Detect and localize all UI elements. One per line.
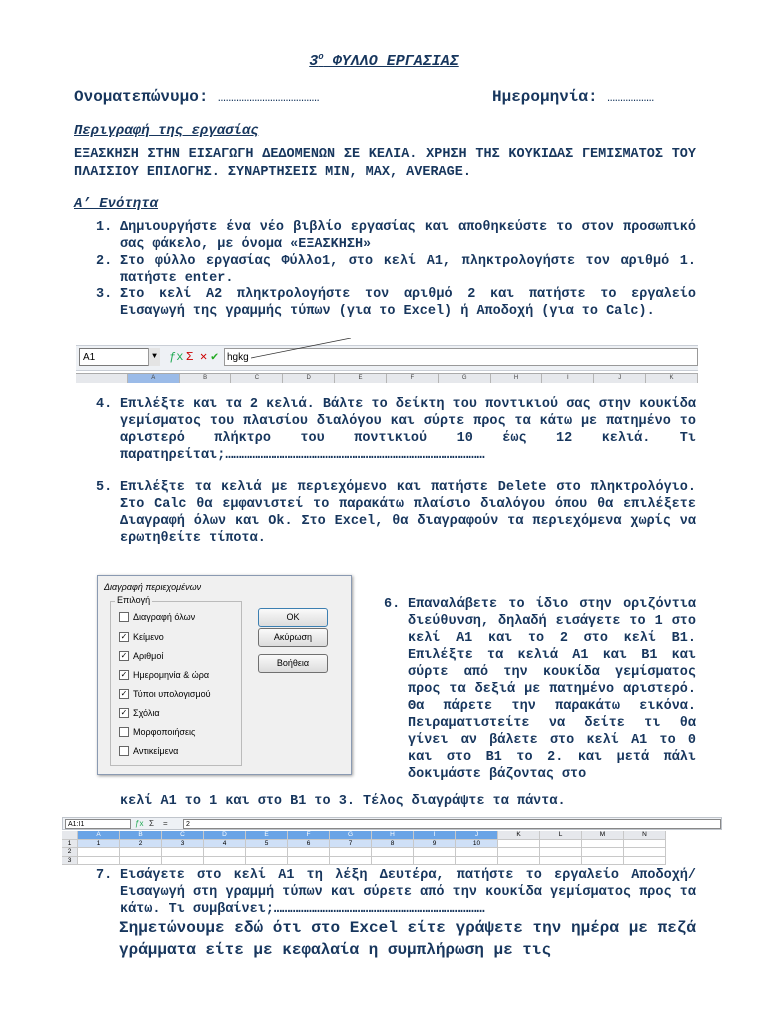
dialog-title: Διαγραφή περιεχομένων	[104, 582, 202, 592]
function-wizard-icon[interactable]: ƒx	[135, 819, 144, 828]
list-item: 5. Επιλέξτε τα κελιά με περιεχόμενο και πατήστε Delete στο πληκτρολόγιο. Στο Calc θα εμφανιστεί το παρακάτω πλαίσιο διαλόγου όπου θα επιλέξετε Διαγραφή όλων και Ok. Στο Excel, θα διαγραφούν τα περιεχόμενα χωρίς να ερωτηθείτε τίποτα.	[96, 480, 696, 546]
checkbox-objects[interactable]: Αντικείμενα	[119, 746, 178, 756]
formula-input[interactable]: hgkg	[224, 348, 698, 366]
checkbox-text[interactable]: ✓ Κείμενο	[120, 632, 164, 642]
worksheet-title: $3^o$ ΦΥΛΛΟ ΕΡΓΑΣΙΑΣ	[309, 52, 459, 70]
table-row: 1 1 2 3 4 5 6 7 8 9 10	[62, 840, 722, 849]
formula-input[interactable]: 2	[183, 819, 721, 829]
callout-line	[251, 338, 371, 378]
sum-icon[interactable]: Σ	[186, 350, 194, 364]
checkbox-numbers[interactable]: ✓ Αριθμοί	[120, 651, 164, 661]
checkbox-formulas[interactable]: ✓ Τύποι υπολογισμού	[120, 689, 211, 699]
cancel-icon[interactable]: ✕	[200, 350, 208, 364]
help-button[interactable]: Βοήθεια	[258, 654, 328, 673]
section-description-heading: Περιγραφή της εργασίας	[74, 123, 259, 139]
accept-icon[interactable]: ✔	[211, 350, 219, 364]
chevron-down-icon[interactable]: ▼	[148, 348, 160, 366]
function-wizard-icon[interactable]: ƒx	[169, 350, 184, 364]
formula-bar-screenshot	[76, 338, 698, 382]
selection-group: Επιλογή Διαγραφή όλων ✓ Κείμενο ✓ Αριθμοί ✓ Ημερομηνία & ώρα ✓ Τύποι υπολογισμού ✓ Σχόλια Μορφοποιήσεις Αντικείμενα	[110, 601, 242, 766]
name-field: Ονοματεπώνυμο: …………………………………	[74, 88, 320, 106]
equals-icon[interactable]: =	[163, 819, 168, 828]
checkbox-delete-all[interactable]: Διαγραφή όλων	[119, 612, 195, 622]
table-row: 3	[62, 857, 722, 866]
checkbox-formats[interactable]: Μορφοποιήσεις	[119, 727, 195, 737]
cell-grid: A B C D E F G H I J K L M N 1 1 2 3 4 5 6 7 8 9 10 2 3	[62, 831, 722, 865]
task-description: ΕΞΑΣΚΗΣΗ ΣΤΗΝ ΕΙΣΑΓΩΓΗ ΔΕΔΟΜΕΝΩΝ ΣΕ ΚΕΛΙΑ. ΧΡΗΣΗ ΤΗΣ ΚΟΥΚΙΔΑΣ ΓΕΜΙΣΜΑΤΟΣ ΤΟΥ ΠΛΑΙΣΙΟΥ ΕΠΙΛΟΓΗΣ. ΣΥΝΑΡΤΗΣΕΙΣ MIN, MAX, AVERAGE.	[74, 147, 696, 180]
list-item: 4. Επιλέξτε και τα 2 κελιά. Βάλτε το δείκτη του ποντικιού σας στην κουκίδα γεμίσματος του πλαισίου διαλόγου και σύρτε προς τα κάτω με πατημένο το αριστερό πλήκτρο του ποντικιού 10 έως 12 κελιά. Τι παρατηρείται;……………………………………………………………………………………	[96, 397, 696, 463]
ok-button[interactable]: OK	[258, 608, 328, 627]
sum-icon[interactable]: Σ	[149, 819, 154, 828]
name-box[interactable]: A1	[79, 348, 159, 366]
column-headers: A B C D E F G H I J K	[76, 373, 698, 383]
list-item-continuation: κελί Α1 το 1 και στο Β1 το 3. Τέλος διαγράψτε τα πάντα.	[120, 794, 566, 809]
list-item: 1. Δημιουργήστε ένα νέο βιβλίο εργασίας και αποθηκεύστε το στον προσωπικό σας φάκελο, με όνομα «ΕΞΑΣΚΗΣΗ»	[96, 220, 696, 252]
name-box[interactable]: A1:I1	[65, 819, 131, 829]
checkbox-comments[interactable]: ✓ Σχόλια	[120, 708, 160, 718]
delete-contents-dialog	[97, 575, 352, 775]
spreadsheet-screenshot	[62, 817, 722, 867]
closing-note: Σημετώνουμε εδώ ότι στο Excel είτε γράψετε την ημέρα με πεζά γράμματα είτε με κεφαλαία η συμπλήρωση με τις	[119, 919, 696, 959]
list-item: 6. Επαναλάβετε το ίδιο στην οριζόντια διεύθυνση, δηλαδή εισάγετε το 1 στο κελί Α1 και το 2 στο κελί Β1. Επιλέξτε τα κελιά Α1 και Β1 και σύρτε από την κουκίδα γεμίσματος προς τα δεξιά με πατημένο αριστερό. Θα πάρετε την παρακάτω εικόνα. Πειραματιστείτε να δείτε τι θα γίνει αν βάλετε στο κελί Α1 το 0 και στο Β1 το 2. και μετά πάλι δοκιμάστε βάζοντας στο	[384, 597, 696, 782]
list-item: 7. Εισάγετε στο κελί Α1 τη λέξη Δευτέρα, πατήστε το εργαλείο Αποδοχή/Εισαγωγή στη γραμμή τύπων και σύρετε από την κουκίδα γεμίσματος προς τα κάτω. Τι συμβαίνει;……………………………………………………………………	[96, 868, 696, 917]
date-field: Ημερομηνία: ………………	[492, 88, 655, 106]
list-item: 3. Στο κελί Α2 πληκτρολογήστε τον αριθμό 2 και πατήστε το εργαλείο Εισαγωγή της γραμμής τύπων (για το Excel) ή Αποδοχή (για το Calc).	[96, 287, 696, 319]
section-a-heading: Α’ Ενότητα	[74, 196, 159, 212]
cancel-button[interactable]: Ακύρωση	[258, 628, 328, 647]
checkbox-date-time[interactable]: ✓ Ημερομηνία & ώρα	[120, 670, 210, 680]
table-row: 2	[62, 848, 722, 857]
list-item: 2. Στο φύλλο εργασίας Φύλλο1, στο κελί Α1, πληκτρολογήστε τον αριθμό 1. πατήστε enter.	[96, 254, 696, 286]
